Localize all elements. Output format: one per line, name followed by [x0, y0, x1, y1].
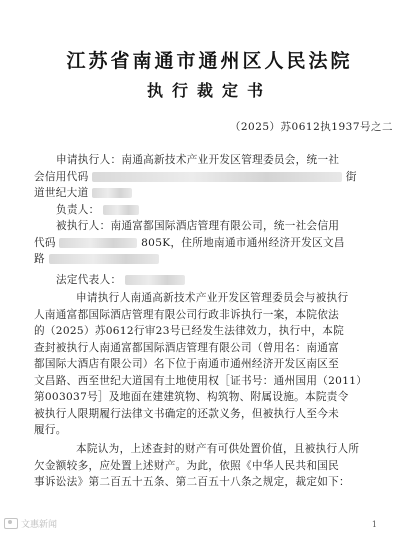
court-name: 江苏省南通市通州区人民法院: [66, 50, 353, 72]
redacted-credit-code-2: [59, 238, 137, 248]
applicant-line-1: 申请执行人：南通高新技术产业开发区管理委员会，统一社: [56, 154, 340, 166]
body-line: 申请执行人南通高新技术产业开发区管理委员会与被执行: [76, 292, 349, 304]
respondent-block: [34, 218, 386, 288]
body-line: 履行。: [34, 424, 67, 436]
body-line: 被执行人限期履行法律文书确定的还款义务，但被执行人至今未: [34, 407, 340, 420]
opinion-line: 本院认为，上述查封的财产有可供处置价值，且被执行人所: [76, 443, 360, 455]
body-line: 文昌路、西至世纪大道国有土地使用权［证书号：通州国用（2011）: [34, 374, 368, 387]
applicant-block: [34, 152, 386, 218]
respondent-code-label: 代码: [34, 236, 56, 249]
responsible-person-label: 负责人：: [56, 203, 100, 216]
redacted-person-name: [103, 205, 139, 215]
applicant-line-2: [34, 169, 386, 186]
respondent-line-1: 被执行人：南通富都国际酒店管理有限公司，统一社会信用: [56, 220, 340, 232]
redacted-street: [49, 254, 159, 264]
respondent-line-4: [34, 272, 386, 289]
respondent-address-tail: 路: [34, 253, 45, 265]
applicant-line-2-tail: 街: [345, 170, 357, 183]
applicant-address-prefix: 道世纪大道: [34, 187, 89, 199]
opinion-line: 欠金额较多，应处置上述财产。为此，依照《中华人民共和国民: [34, 459, 340, 472]
case-number: （2025）苏0612执1937号之二: [229, 121, 393, 133]
body-line: 第003037号］及地面在建建筑物、构筑物、附属设施。本院责令: [34, 391, 349, 403]
page-number: 1: [371, 520, 377, 529]
applicant-line-4: [34, 202, 386, 219]
court-opinion-paragraph: [34, 441, 386, 491]
document-title: 执行裁定书: [146, 81, 272, 100]
body-line: 人南通富都国际酒店管理有限公司行政非诉执行一案，本院依法: [34, 308, 340, 321]
execution-paragraph: [34, 290, 386, 439]
redacted-credit-code: [92, 172, 342, 182]
body-line: 都国际大酒店有限公司）名下位于南通市通州经济开发区南区至: [34, 358, 340, 370]
redacted-address: [92, 188, 132, 198]
camera-icon: [4, 518, 18, 529]
legal-rep-label: 法定代表人：: [56, 273, 122, 286]
respondent-line-2: [34, 235, 386, 252]
respondent-address: 805K，住所地南通市通州经济开发区文昌: [141, 236, 345, 249]
applicant-code-label: 会信用代码: [34, 170, 89, 183]
applicant-line-3: [34, 185, 386, 202]
opinion-line: 事诉讼法》第二百五十五条、第二百五十八条之规定，裁定如下：: [34, 476, 350, 488]
body-line: 查封被执行人南通富都国际酒店管理有限公司（曾用名：南通富: [34, 341, 340, 354]
redacted-legal-rep: [125, 275, 185, 285]
body-line: 的（2025）苏0612行审23号已经发生法律效力，执行中，本院: [34, 325, 345, 337]
respondent-line-3: [34, 251, 386, 268]
source-watermark: [4, 517, 57, 530]
watermark-text: 文惠新闻: [21, 520, 58, 530]
